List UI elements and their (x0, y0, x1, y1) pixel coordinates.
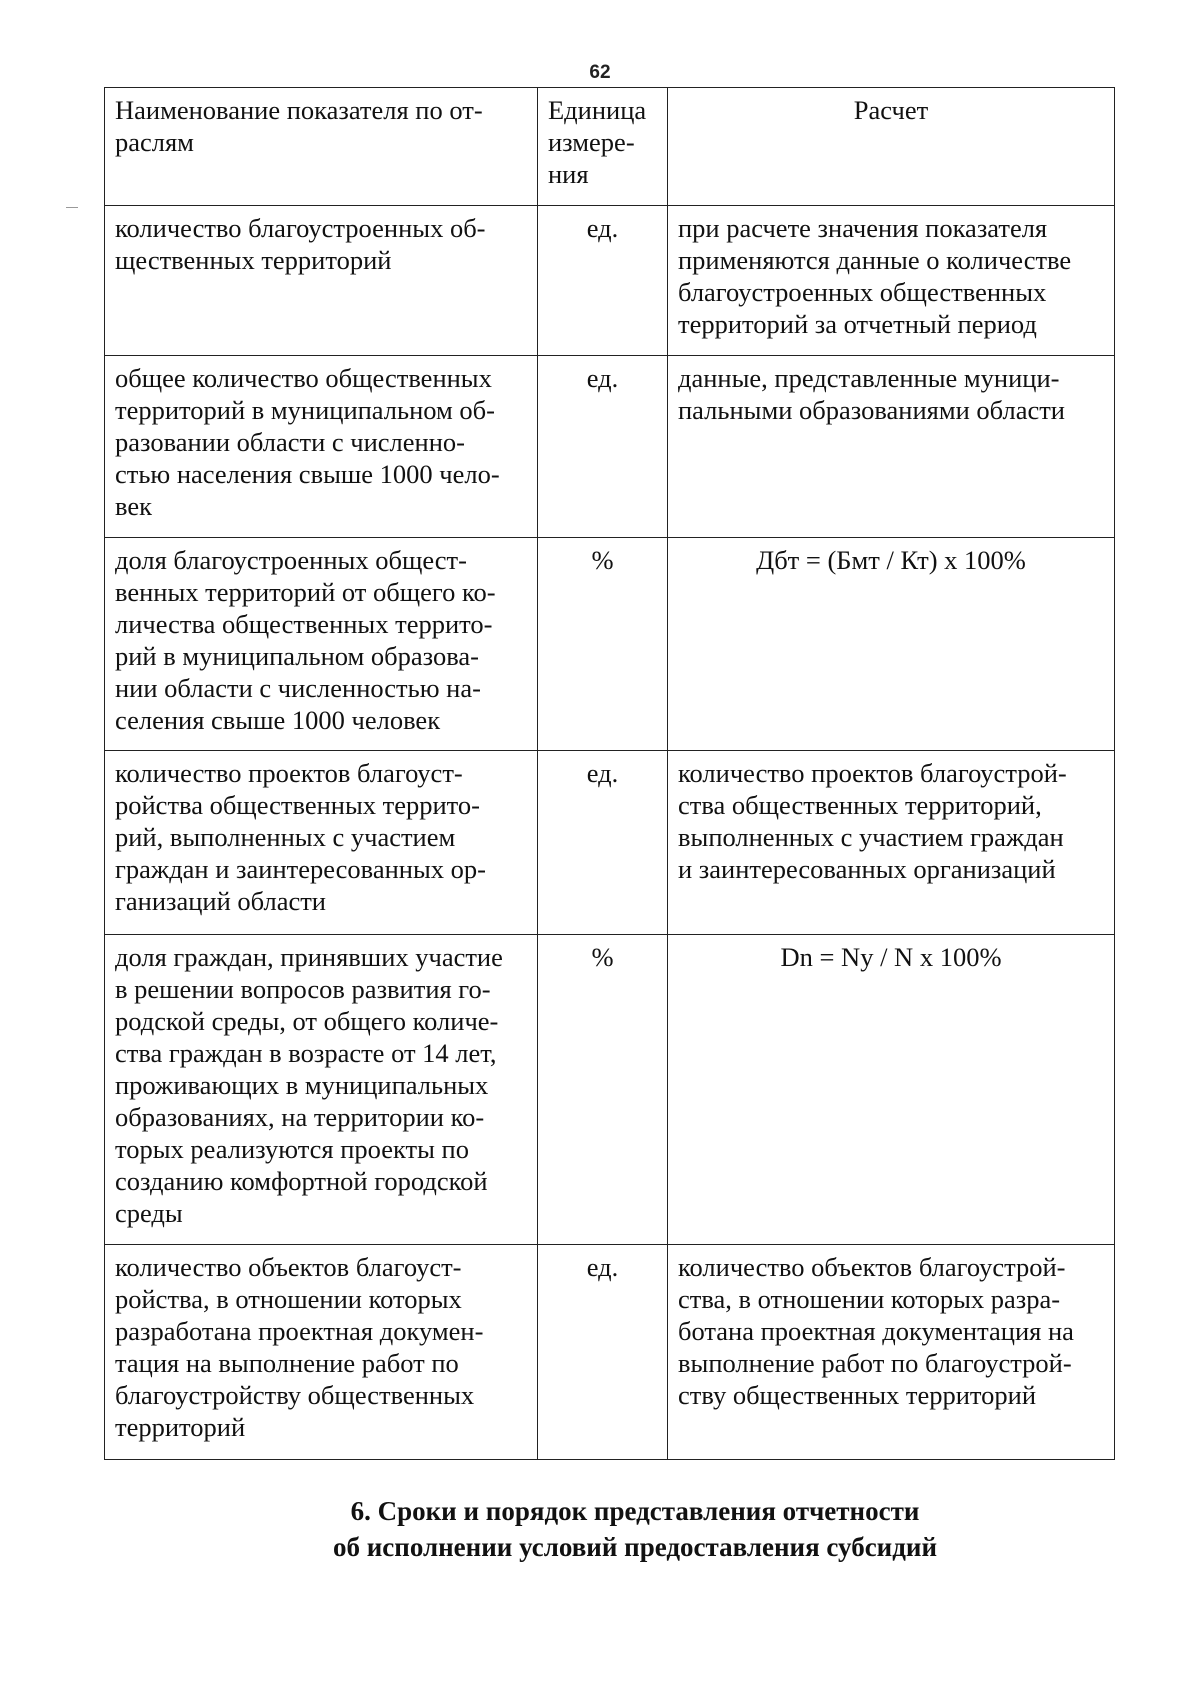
table-row (105, 206, 1115, 356)
indicator-unit: ед. (538, 356, 668, 538)
indicator-unit: % (538, 538, 668, 751)
page-number: 62 (589, 62, 611, 83)
table-row (105, 935, 1115, 1245)
indicator-unit: % (538, 935, 668, 1245)
indicator-name: доля граждан, принявших участие в решении вопросов развития го- родской среды, от общего количе- ства граждан в возрасте от 14 лет, проживающих в муниципальных образованиях, на территории ко- торых реализуются проекты по созданию комфортной городской среды (105, 935, 538, 1245)
indicator-calculation: данные, представленные муници- пальными образованиями области (668, 356, 1115, 538)
indicator-calculation: Dn = Ny / N x 100% (668, 935, 1115, 1245)
indicator-unit: ед. (538, 206, 668, 356)
indicator-unit: ед. (538, 1245, 668, 1460)
indicator-name: количество проектов благоуст- ройства общественных террито- рий, выполненных с участием граждан и заинтересованных ор- ганизаций области (105, 751, 538, 935)
table-row (105, 1245, 1115, 1460)
header-calculation: Расчет (668, 88, 1115, 206)
table-header-row (105, 88, 1115, 206)
indicator-calculation: количество объектов благоустрой- ства, в отношении которых разра- ботана проектная документация на выполнение работ по благоустрой- ству общественных территорий (668, 1245, 1115, 1460)
indicator-name: общее количество общественных территорий в муниципальном об- разовании области с численно- стью населения свыше 1000 чело- век (105, 356, 538, 538)
indicator-unit: ед. (538, 751, 668, 935)
indicator-name: количество благоустроенных об- щественных территорий (105, 206, 538, 356)
header-indicator-name: Наименование показателя по от- раслям (105, 88, 538, 206)
table-row (105, 538, 1115, 751)
indicator-name: количество объектов благоуст- ройства, в отношении которых разработана проектная докумен- тация на выполнение работ по благоустройству общественных территорий (105, 1245, 538, 1460)
indicator-calculation: количество проектов благоустрой- ства общественных территорий, выполненных с участием граждан и заинтересованных организаций (668, 751, 1115, 935)
header-unit: Единица измере- ния (538, 88, 668, 206)
table-row (105, 356, 1115, 538)
indicator-name: доля благоустроенных общест- венных территорий от общего ко- личества общественных террито- рий в муниципальном образова- нии области с численностью на- селения свыше 1000 человек (105, 538, 538, 751)
section-title: 6. Сроки и порядок представления отчетности об исполнении условий предоставления субсидий (332, 1496, 938, 1562)
indicator-table (104, 87, 1115, 1460)
indicator-calculation: Дбт = (Бмт / Кт) х 100% (668, 538, 1115, 751)
scan-margin-mark (66, 207, 78, 208)
indicator-calculation: при расчете значения показателя применяются данные о количестве благоустроенных общественных территорий за отчетный период (668, 206, 1115, 356)
table-row (105, 751, 1115, 935)
